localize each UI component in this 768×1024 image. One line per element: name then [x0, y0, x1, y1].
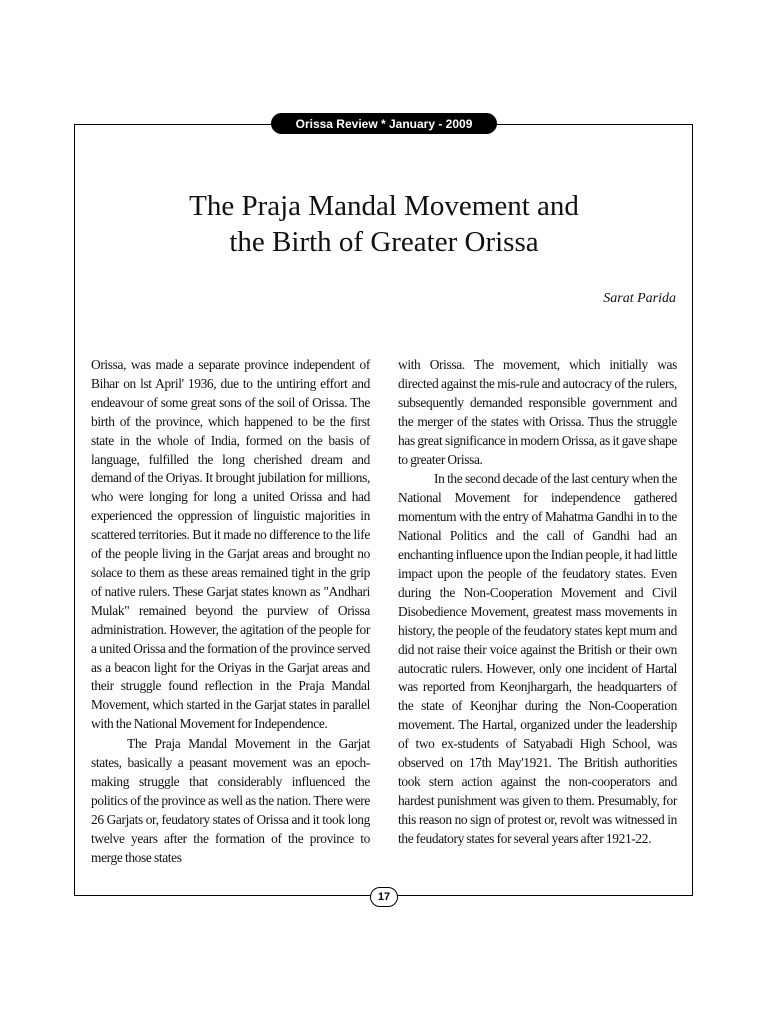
paragraph: The Praja Mandal Movement in the Garjat states, basically a peasant movement was an epoch-making struggle that considerably influenced the politics of the province as well as the nation. There were 26 Garjats or, feudatory states of Orissa and it took long twelve years after the formation of the province to merge those states	[91, 736, 370, 865]
journal-header-badge: Orissa Review * January - 2009	[271, 113, 497, 134]
paragraph: with Orissa. The movement, which initially was directed against the mis-rule and autocracy of the rulers, subsequently demanded responsible government and the merger of the states with Orissa. Thus the struggle has great significance in modern Orissa, as it gave shape to greater Orissa.	[398, 357, 677, 467]
left-text-column	[91, 356, 370, 867]
page-number-badge: 17	[370, 887, 398, 907]
article-title	[90, 188, 678, 260]
paragraph: Orissa, was made a separate province independent of Bihar on lst April' 1936, due to the untiring effort and endeavour of some great sons of the soil of Orissa. The birth of the province, which happened to be the first state in the whole of India, formed on the basis of language, fulfilled the long cherished dream and demand of the Oriyas. It brought jubilation for millions, who were longing for long a united Orissa and had experienced the oppression of linguistic majorities in scattered territories. But it made no difference to the life of the people living in the Garjat areas and brought no solace to them as these areas remained tight in the grip of native rulers. These Garjat states known as "Andhari Mulak" remained beyond the purview of Orissa administration. However, the agitation of the people for a united Orissa and the formation of the province served as a beacon light for the Oriyas in the Garjat areas and their struggle found reflection in the Praja Mandal Movement, which started in the Garjat states in parallel with the National Movement for Independence.	[91, 357, 370, 732]
title-line-1: The Praja Mandal Movement and	[189, 190, 579, 222]
article-author: Sarat Parida	[603, 291, 676, 306]
title-line-2: the Birth of Greater Orissa	[229, 226, 539, 258]
paragraph: In the second decade of the last century when the National Movement for independence gathered momentum with the entry of Mahatma Gandhi in to the National Politics and the call of Gandhi had an enchanting influence upon the Indian people, it had little impact upon the people of the feudatory states. Even during the Non-Cooperation Movement and Civil Disobedience Movement, greatest mass movements in history, the people of the feudatory states kept mum and did not raise their voice against the British or their own autocratic rulers. However, only one incident of Hartal was reported from Keonjhargarh, the headquarters of the state of Keonjhar during the Non-Cooperation movement. The Hartal, organized under the leadership of two ex-students of Satyabadi High School, was observed on 17th May'1921. The British authorities took stern action against the non-cooperators and hardest punishment was given to them. Presumably, for this reason no sign of protest or, revolt was witnessed in the feudatory states for several years after 1921-22.	[398, 471, 677, 846]
right-text-column	[398, 356, 677, 849]
